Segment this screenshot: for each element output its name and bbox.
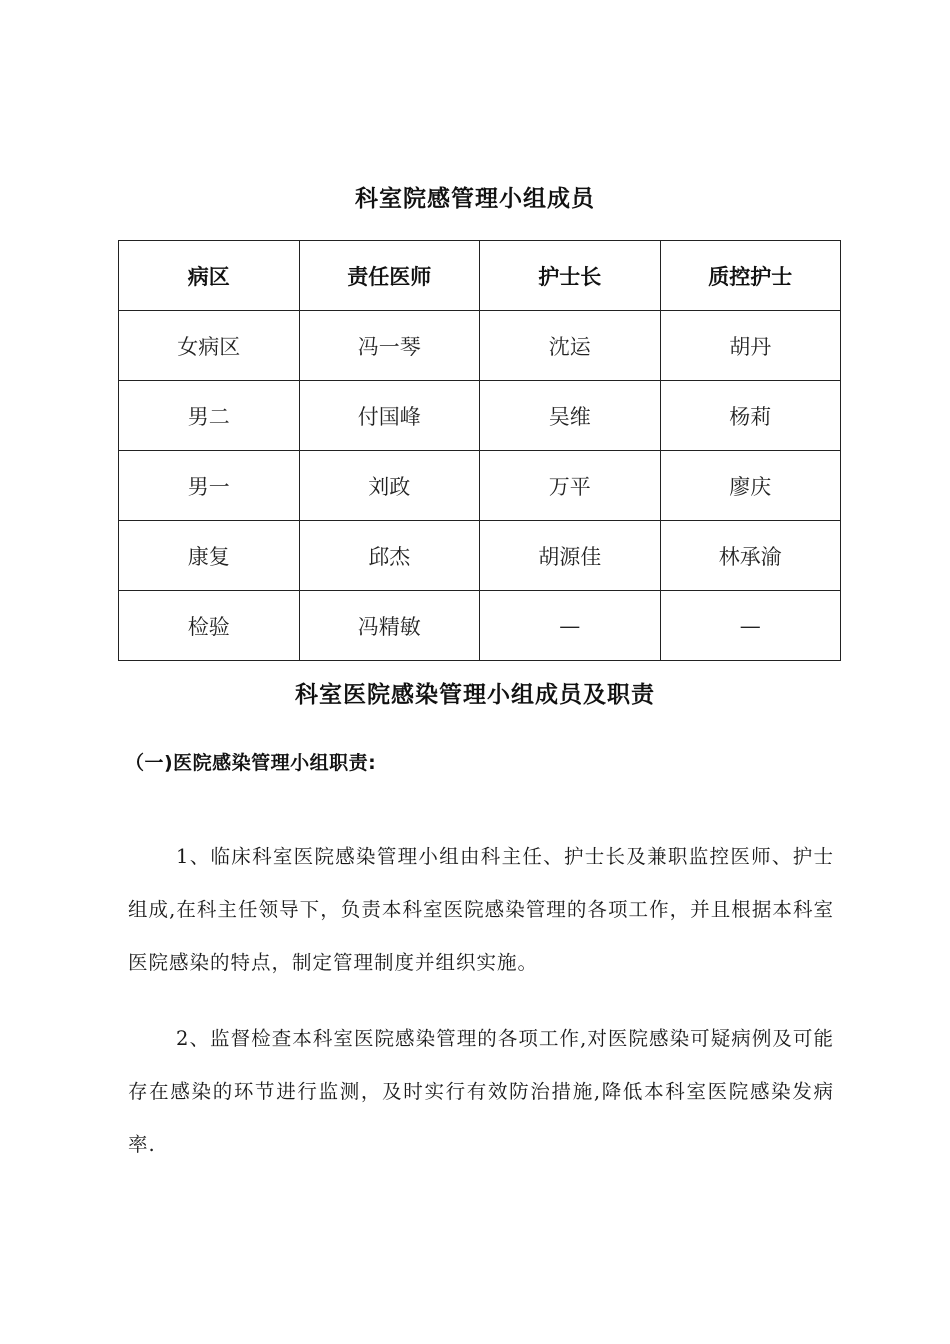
header-responsible-physician: 责任医师 [299,241,480,311]
table-header-row [119,241,841,311]
table-cell: 吴维 [480,381,661,451]
table-cell: 廖庆 [660,451,841,521]
subsection-heading: （一)医院感染管理小组职责: [125,752,377,774]
table-cell: 刘政 [299,451,480,521]
header-quality-control-nurse: 质控护士 [660,241,841,311]
table-cell: 林承渝 [660,521,841,591]
team-members-table [118,240,841,661]
table-cell: 邱杰 [299,521,480,591]
body-paragraph: 2、监督检查本科室医院感染管理的各项工作,对医院感染可疑病例及可能存在感染的环节进行监测，及时实行有效防治措施,降低本科室医院感染发病率. [128,1026,834,1156]
table-cell: 胡源佳 [480,521,661,591]
table-cell: 男一 [119,451,300,521]
table-cell: 女病区 [119,311,300,381]
table-cell: 检验 [119,591,300,661]
document-title: 科室院感管理小组成员 [355,186,595,212]
body-paragraph: 1、临床科室医院感染管理小组由科主任、护士长及兼职监控医师、护士组成,在科主任领导下，负责本科室医院感染管理的各项工作，并且根据本科室医院感染的特点，制定管理制度并组织实施。 [128,844,834,974]
table-cell: 胡丹 [660,311,841,381]
section-title: 科室医院感染管理小组成员及职责 [295,682,655,708]
table-cell: 康复 [119,521,300,591]
table-cell: — [660,591,841,661]
table-cell: 万平 [480,451,661,521]
table-cell: 冯一琴 [299,311,480,381]
table-row [119,381,841,451]
table-cell: 沈运 [480,311,661,381]
table-cell: 杨莉 [660,381,841,451]
table-row [119,521,841,591]
table-cell: — [480,591,661,661]
header-head-nurse: 护士长 [480,241,661,311]
table-row [119,311,841,381]
table-cell: 付国峰 [299,381,480,451]
table-cell: 男二 [119,381,300,451]
header-ward: 病区 [119,241,300,311]
table-cell: 冯精敏 [299,591,480,661]
table-row [119,451,841,521]
table-row [119,591,841,661]
